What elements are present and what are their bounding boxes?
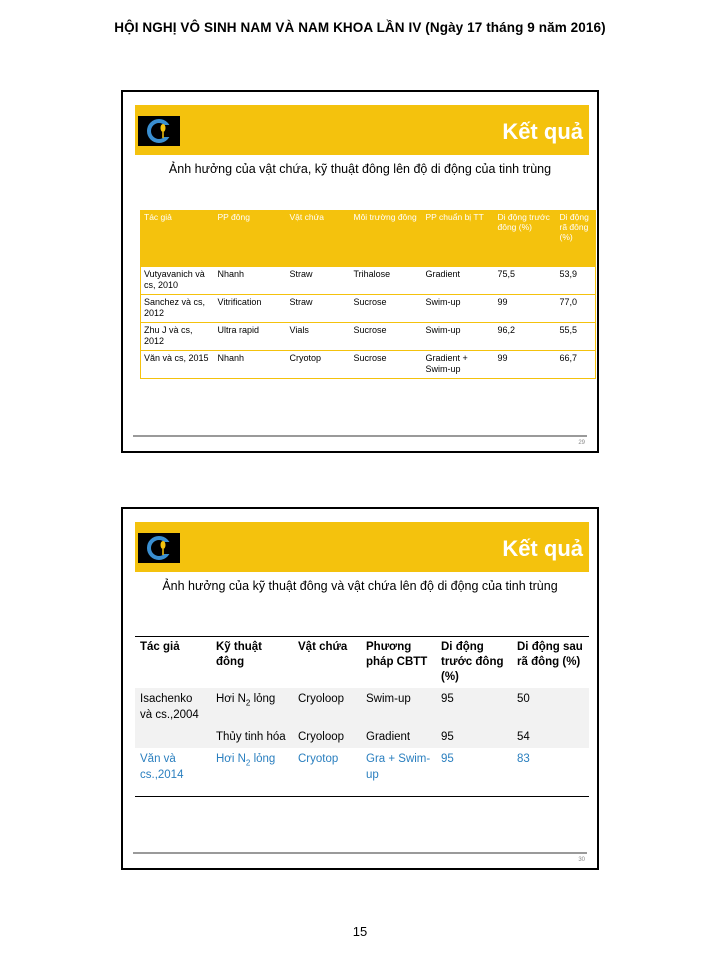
column-header: Di động trước đông (%): [495, 210, 557, 267]
table-cell: 95: [436, 748, 512, 797]
table-row: [141, 323, 596, 351]
table-cell: [135, 726, 211, 748]
table-cell: 77,0: [557, 295, 596, 323]
slide-number: 30: [578, 857, 585, 863]
table-row: [135, 748, 589, 797]
slide-subtitle: Ảnh hưởng của vật chứa, kỹ thuật đông lên độ di động của tinh trùng: [168, 162, 552, 176]
table-cell: 66,7: [557, 351, 596, 379]
slide-30: [121, 507, 599, 870]
table-cell: Cryoloop: [293, 726, 361, 748]
table-cell: Straw: [287, 267, 351, 295]
table-cell: Swim-up: [423, 295, 495, 323]
column-header: Di động sau rã đông (%): [512, 637, 589, 689]
page-number: 15: [352, 924, 368, 939]
slide-subtitle: Ảnh hưởng của kỹ thuật đông và vật chứa lên độ di động của tinh trùng: [162, 579, 558, 593]
slide-29: [121, 90, 599, 453]
results-table: [140, 210, 596, 379]
table-cell: 95: [436, 726, 512, 748]
table-header-row: [141, 210, 596, 267]
document-header: HỘI NGHỊ VÔ SINH NAM VÀ NAM KHOA LẦN IV (Ngày 17 tháng 9 năm 2016): [114, 20, 606, 35]
table-cell: 50: [512, 688, 589, 726]
table-cell: Sucrose: [351, 295, 423, 323]
column-header: Tác giả: [135, 637, 211, 689]
table-cell: Nhanh: [215, 351, 287, 379]
table-cell: 96,2: [495, 323, 557, 351]
column-header: PP đông: [215, 210, 287, 267]
column-header: Di động trước đông (%): [436, 637, 512, 689]
table-row: [135, 726, 589, 748]
column-header: Phương pháp CBTT: [361, 637, 436, 689]
table-cell: 75,5: [495, 267, 557, 295]
table-cell: Văn và cs.,2014: [135, 748, 211, 797]
results-table: [135, 636, 589, 797]
slide-footer-divider: [133, 852, 587, 854]
table-row: [141, 267, 596, 295]
table-cell: 83: [512, 748, 589, 797]
table-cell: Sucrose: [351, 351, 423, 379]
table-cell: Vitrification: [215, 295, 287, 323]
table-cell: 54: [512, 726, 589, 748]
table-cell: Zhu J và cs, 2012: [141, 323, 215, 351]
logo-icon: [138, 116, 180, 146]
table-cell: Isachenko và cs.,2004: [135, 688, 211, 726]
slide-title: Kết quả: [502, 119, 583, 144]
table-cell: 99: [495, 351, 557, 379]
table-cell: Swim-up: [361, 688, 436, 726]
table-cell: Cryoloop: [293, 688, 361, 726]
table-cell: 95: [436, 688, 512, 726]
table-cell: Thủy tinh hóa: [211, 726, 293, 748]
table-cell: Gradient: [361, 726, 436, 748]
table-cell: Sucrose: [351, 323, 423, 351]
table-cell: Sanchez và cs, 2012: [141, 295, 215, 323]
slide-footer-divider: [133, 435, 587, 437]
table-cell: 53,9: [557, 267, 596, 295]
table-cell: Vutyavanich và cs, 2010: [141, 267, 215, 295]
logo-icon: [138, 533, 180, 563]
table-row: [141, 295, 596, 323]
slide-title: Kết quả: [502, 536, 583, 561]
table-cell: Gradient: [423, 267, 495, 295]
table-cell: 55,5: [557, 323, 596, 351]
table-row: [141, 351, 596, 379]
table-cell: Trihalose: [351, 267, 423, 295]
table-cell: Văn và cs, 2015: [141, 351, 215, 379]
table-cell: Cryotop: [293, 748, 361, 797]
table-cell: Gra + Swim-up: [361, 748, 436, 797]
slide-number: 29: [578, 440, 585, 446]
column-header: Môi trường đông: [351, 210, 423, 267]
table-cell: Hơi $N_2$ lỏng: [211, 688, 293, 726]
column-header: Vật chứa: [287, 210, 351, 267]
table-cell: Gradient + Swim-up: [423, 351, 495, 379]
table-cell: Straw: [287, 295, 351, 323]
slide-title-bar: [135, 105, 589, 155]
table-cell: Nhanh: [215, 267, 287, 295]
table-cell: Ultra rapid: [215, 323, 287, 351]
column-header: Kỹ thuật đông: [211, 637, 293, 689]
column-header: Vật chứa: [293, 637, 361, 689]
column-header: Tác giả: [141, 210, 215, 267]
table-row: [135, 688, 589, 726]
column-header: Di động rã đông (%): [557, 210, 596, 267]
column-header: PP chuẩn bị TT: [423, 210, 495, 267]
slide-title-bar: [135, 522, 589, 572]
table-cell: Hơi $N_2$ lỏng: [211, 748, 293, 797]
table-header-row: [135, 637, 589, 689]
table-cell: Cryotop: [287, 351, 351, 379]
table-cell: 99: [495, 295, 557, 323]
table-cell: Swim-up: [423, 323, 495, 351]
table-cell: Vials: [287, 323, 351, 351]
